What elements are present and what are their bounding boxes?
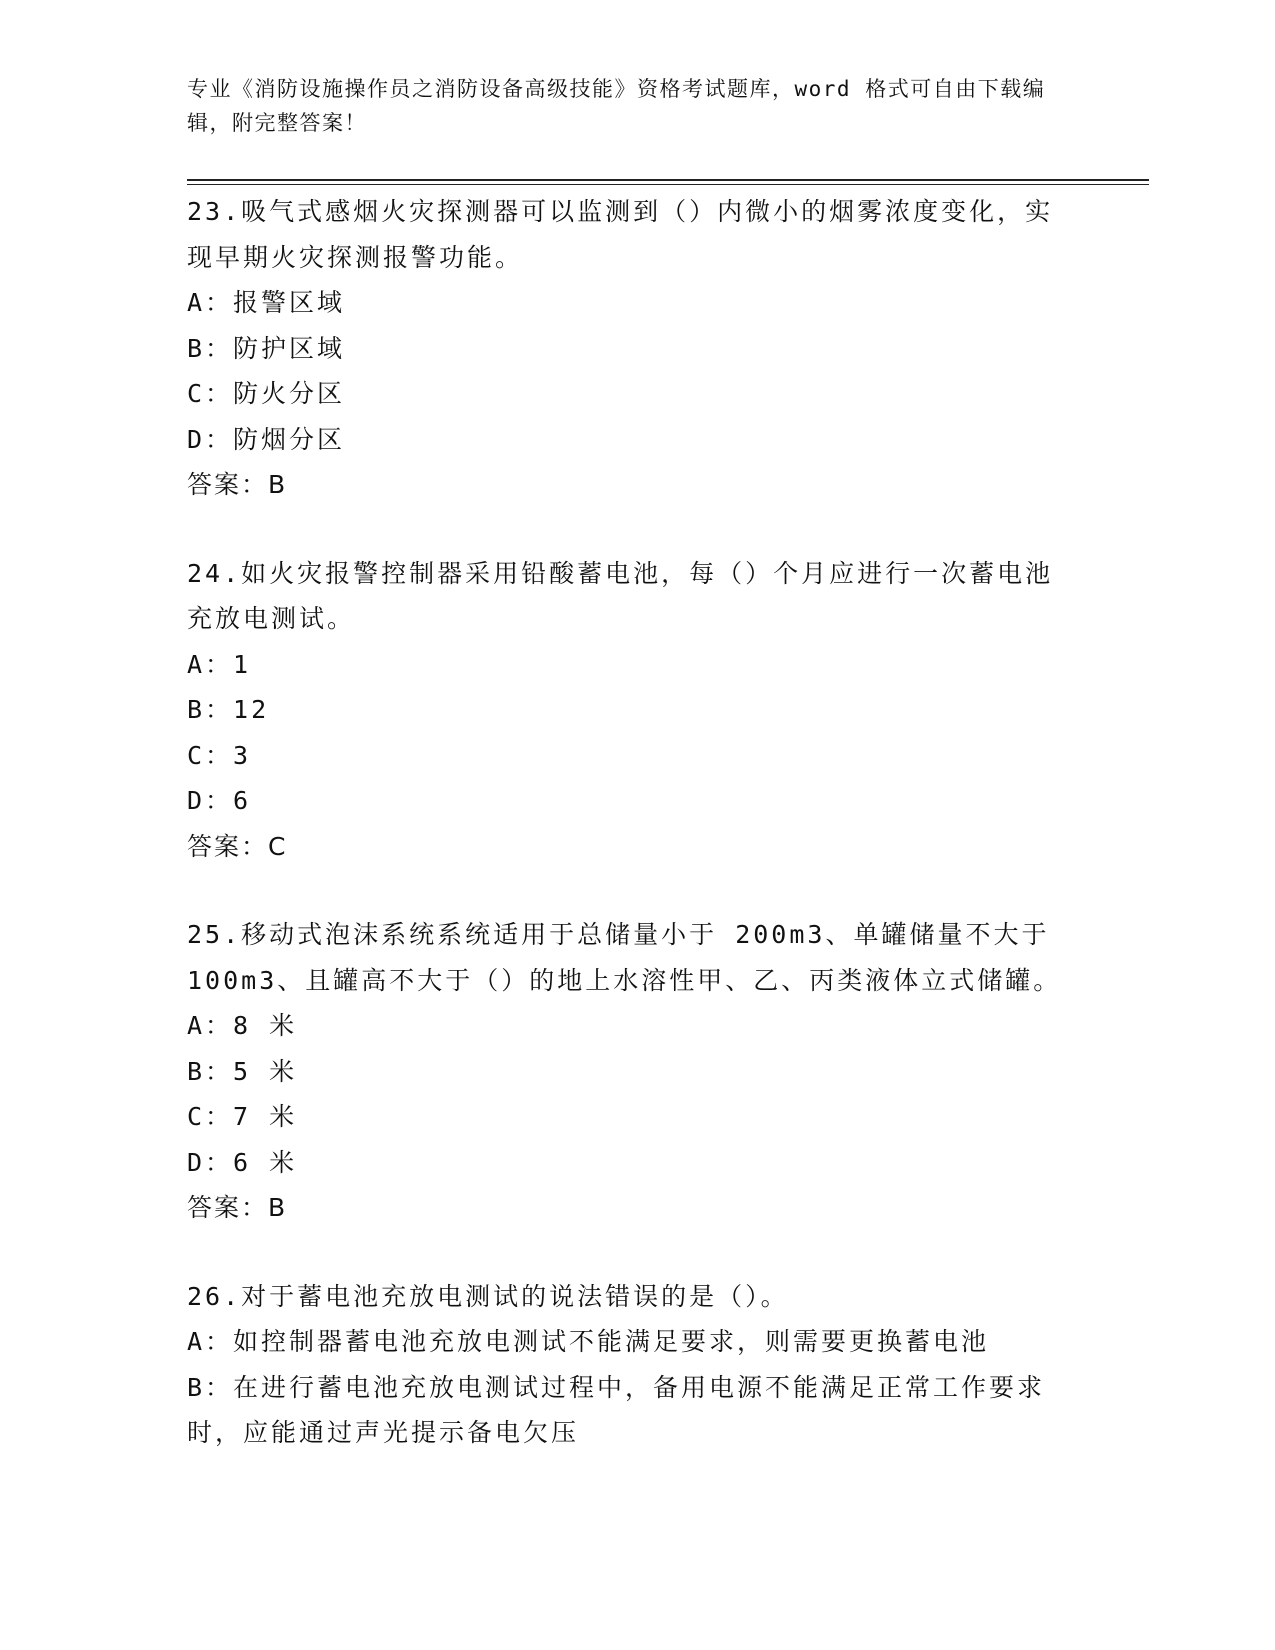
option-d: D：6 米 — [187, 1147, 298, 1177]
option-d: D：防烟分区 — [187, 424, 346, 454]
question-stem: 23.吸气式感烟火灾探测器可以监测到（）内微小的烟雾浓度变化，实现早期火灾探测报警功能。 — [187, 197, 1054, 272]
option-a: A：报警区域 — [187, 288, 346, 317]
header-note: 专业《消防设施操作员之消防设备高级技能》资格考试题库，word 格式可自由下载编辑，附完整答案！ — [187, 77, 1046, 135]
option-a: A：8 米 — [187, 1011, 298, 1040]
option-b: B：12 — [187, 695, 270, 724]
option-b: B：防护区域 — [187, 333, 346, 363]
question-24 — [187, 551, 1067, 870]
header-divider-thick — [187, 179, 1149, 181]
option-b: B：在进行蓄电池充放电测试过程中，备用电源不能满足正常工作要求时，应能通过声光提示备电欠压 — [187, 1372, 1046, 1447]
option-c: C：防火分区 — [187, 379, 346, 408]
option-a: A：1 — [187, 649, 252, 679]
question-25 — [187, 912, 1067, 1231]
option-a: A：如控制器蓄电池充放电测试不能满足要求，则需要更换蓄电池 — [187, 1327, 990, 1356]
option-b: B：5 米 — [187, 1056, 298, 1086]
answer: 答案：B — [187, 470, 288, 499]
question-list — [187, 189, 1067, 1499]
option-d: D：6 — [187, 786, 252, 815]
option-c: C：3 — [187, 740, 252, 770]
answer: 答案：B — [187, 1193, 288, 1222]
header-divider-thin — [187, 184, 1149, 185]
question-23 — [187, 189, 1067, 508]
answer: 答案：C — [187, 831, 288, 861]
question-stem: 24.如火灾报警控制器采用铅酸蓄电池，每（）个月应进行一次蓄电池充放电测试。 — [187, 558, 1054, 633]
question-stem: 26.对于蓄电池充放电测试的说法错误的是（）。 — [187, 1281, 789, 1311]
option-c: C：7 米 — [187, 1102, 298, 1131]
question-stem: 25.移动式泡沫系统系统适用于总储量小于 200m3、单罐储量不大于 100m3、且罐高不大于（）的地上水溶性甲、乙、丙类液体立式储罐。 — [187, 920, 1062, 995]
question-26 — [187, 1274, 1067, 1456]
